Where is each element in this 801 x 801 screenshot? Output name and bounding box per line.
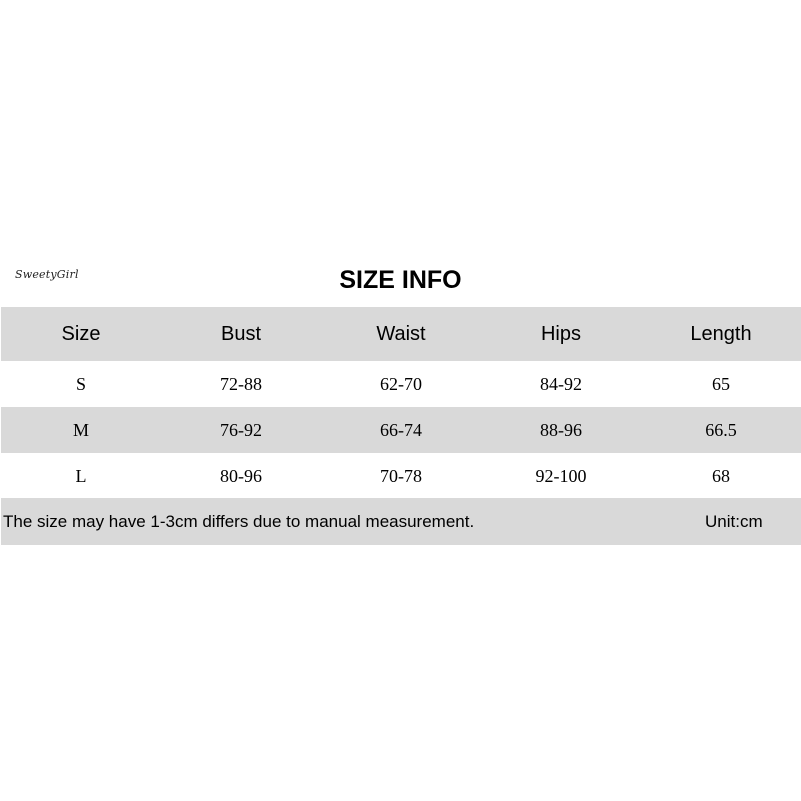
unit-label: Unit:cm: [705, 512, 763, 531]
cell-size: M: [72, 419, 89, 440]
cell-size: S: [75, 373, 86, 394]
cell-hips: 92-100: [535, 465, 587, 486]
cell-length: 68: [712, 465, 730, 486]
column-header-length: Length: [690, 322, 752, 345]
cell-waist: 70-78: [380, 465, 422, 486]
cell-bust: 76-92: [220, 419, 262, 440]
cell-bust: 80-96: [220, 465, 262, 486]
cell-waist: 66-74: [380, 419, 422, 440]
measurement-note: The size may have 1-3cm differs due to manual measurement.: [3, 512, 475, 531]
table-row: [1, 407, 801, 453]
column-header-waist: Waist: [376, 322, 426, 345]
cell-hips: 84-92: [540, 373, 582, 394]
page-title: SIZE INFO: [339, 266, 462, 294]
cell-hips: 88-96: [540, 419, 582, 440]
column-header-size: Size: [61, 322, 101, 345]
size-table: [1, 307, 801, 499]
cell-size: L: [75, 465, 87, 486]
column-header-hips: Hips: [540, 322, 581, 345]
table-row: [1, 361, 801, 407]
cell-waist: 62-70: [380, 373, 422, 394]
column-header-bust: Bust: [220, 322, 262, 345]
table-header-row: [1, 307, 801, 361]
brand-logo: SweetyGirl: [15, 268, 79, 281]
table-footer: [1, 498, 801, 545]
cell-length: 65: [712, 373, 730, 394]
table-row: [1, 453, 801, 499]
cell-length: 66.5: [705, 419, 737, 440]
cell-bust: 72-88: [220, 373, 262, 394]
